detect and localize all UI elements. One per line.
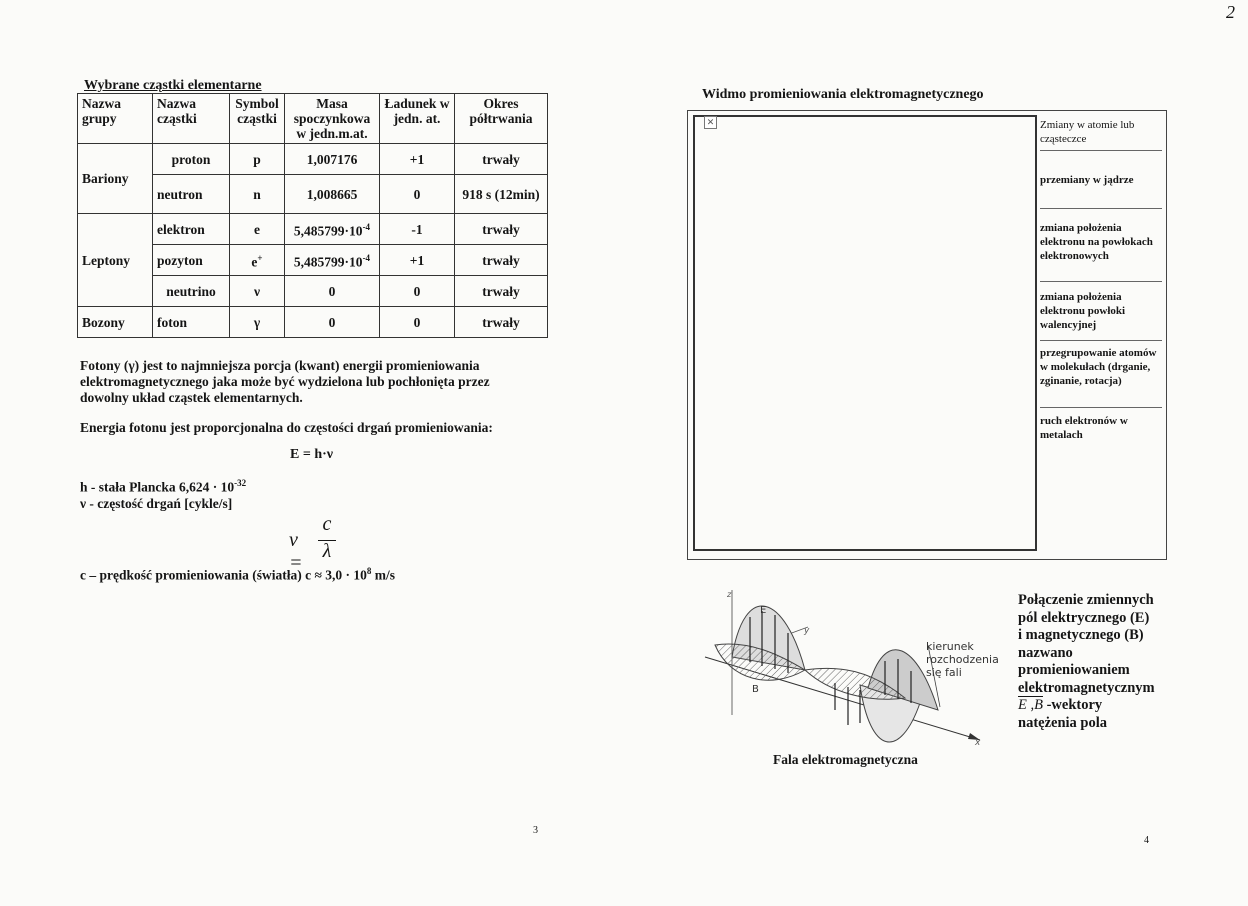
divider [1040,208,1162,209]
particle-charge: +1 [380,245,455,276]
header-halflife: Okres półtrwania [455,94,548,144]
particle-symbol: γ [230,307,285,338]
table-row [78,307,548,338]
particle-mass: 0 [285,307,380,338]
particle-halflife: 918 s (12min) [455,175,548,214]
particle-name: pozyton [153,245,230,276]
particle-charge: 0 [380,276,455,307]
energy-statement: Energia fotonu jest proporcjonalna do częstości drgań promieniowania: [80,420,493,435]
particle-name: neutrino [153,276,230,307]
particle-symbol: e+ [230,245,285,276]
particle-mass: $5,485799\cdot 10^{-4}$ [285,214,380,245]
formula-denominator: λ [322,540,332,562]
header-group: Nazwa grupy [78,94,153,144]
axis-label-x: x [975,738,981,745]
header-charge: Ładunek w jedn. at. [380,94,455,144]
particle-symbol: n [230,175,285,214]
wave-caption: Fala elektromagnetyczna [773,752,918,767]
corner-page-mark: 2 [1226,2,1235,22]
table-title: Wybrane cząstki elementarne [84,78,262,93]
particle-charge: 0 [380,307,455,338]
particle-mass: $5,485799\cdot 10^{-4}$ [285,245,380,276]
divider [1040,340,1162,341]
particle-mass: 0 [285,276,380,307]
group-cell: Bozony [78,307,153,338]
table-header-row [78,94,548,144]
energy-equation: E = h·ν [290,447,334,462]
particles-table [77,93,548,338]
divider [1040,281,1162,282]
side-label: przemiany w jądrze [1040,174,1134,186]
em-radiation-description: Połączenie zmiennych pól elektrycznego (E) i magnetycznego (B) nazwano promieniowaniem elektromagnetycznym E ,B -wektory natężenia pola [1018,592,1155,731]
particle-name: neutron [153,175,230,214]
particle-symbol: p [230,144,285,175]
frequency-label: ν - częstość drgań [cykle/s] [80,496,233,511]
axis-label-b: B [752,684,759,695]
speed-of-light: c – prędkość promieniowania (światła) $c \approx 3,0 \cdot 10^8$ m/s [80,566,396,583]
side-label: zmiana położenia elektronu powłoki walencyjnej [1040,291,1126,331]
table-row [78,214,548,245]
side-label: przegrupowanie atomów w molekułach (drganie, zginanie, rotacja) [1040,347,1157,387]
particle-halflife: trwały [455,144,548,175]
spectrum-image-placeholder [693,115,1037,551]
header-particle: Nazwa cząstki [153,94,230,144]
photon-definition: Fotony (γ) jest to najmniejsza porcja (kwant) energii promieniowania elektromagnetycznego jaka może być wydzielona lub pochłonięta przez dowolny układ cząstek elementarnych. [80,358,490,405]
side-label: zmiana położenia elektronu na powłokach elektronowych [1040,222,1153,262]
particle-symbol: e [230,214,285,245]
particle-mass: 1,008665 [285,175,380,214]
broken-image-icon: ✕ [704,116,717,129]
page-number-right: 4 [1144,835,1149,846]
divider [1040,407,1162,408]
side-label: ruch elektronów w metalach [1040,415,1128,441]
particle-halflife: trwały [455,245,548,276]
axis-label-y: y [804,626,810,636]
particle-name: elektron [153,214,230,245]
particle-halflife: trwały [455,276,548,307]
vector-symbols: E ,B [1018,697,1043,713]
formula-lhs: ν = [289,529,303,574]
side-label: Zmiany w atomie lub cząsteczce [1040,119,1135,145]
spectrum-title: Widmo promieniowania elektromagnetycznego [702,87,984,102]
axis-label-z: z [727,590,732,599]
propagation-direction-label: kierunek rozchodzenia się fali [926,640,999,679]
group-cell: Bariony [78,144,153,214]
divider [1040,150,1162,151]
particle-charge: +1 [380,144,455,175]
table-row [78,144,548,175]
particle-name: foton [153,307,230,338]
particle-halflife: trwały [455,307,548,338]
particle-halflife: trwały [455,214,548,245]
group-cell: Leptony [78,214,153,307]
header-symbol: Symbol cząstki [230,94,285,144]
particle-name: proton [153,144,230,175]
particle-symbol: ν [230,276,285,307]
particle-charge: -1 [380,214,455,245]
formula-numerator: c [322,513,332,535]
particle-mass: 1,007176 [285,144,380,175]
axis-label-e: E [760,605,767,616]
header-mass: Masa spoczynkowa w jedn.m.at. [285,94,380,144]
planck-constant: h - stała Plancka $6,624 \cdot 10^{-32}$ [80,478,247,495]
particle-charge: 0 [380,175,455,214]
page-number-left: 3 [533,825,538,836]
